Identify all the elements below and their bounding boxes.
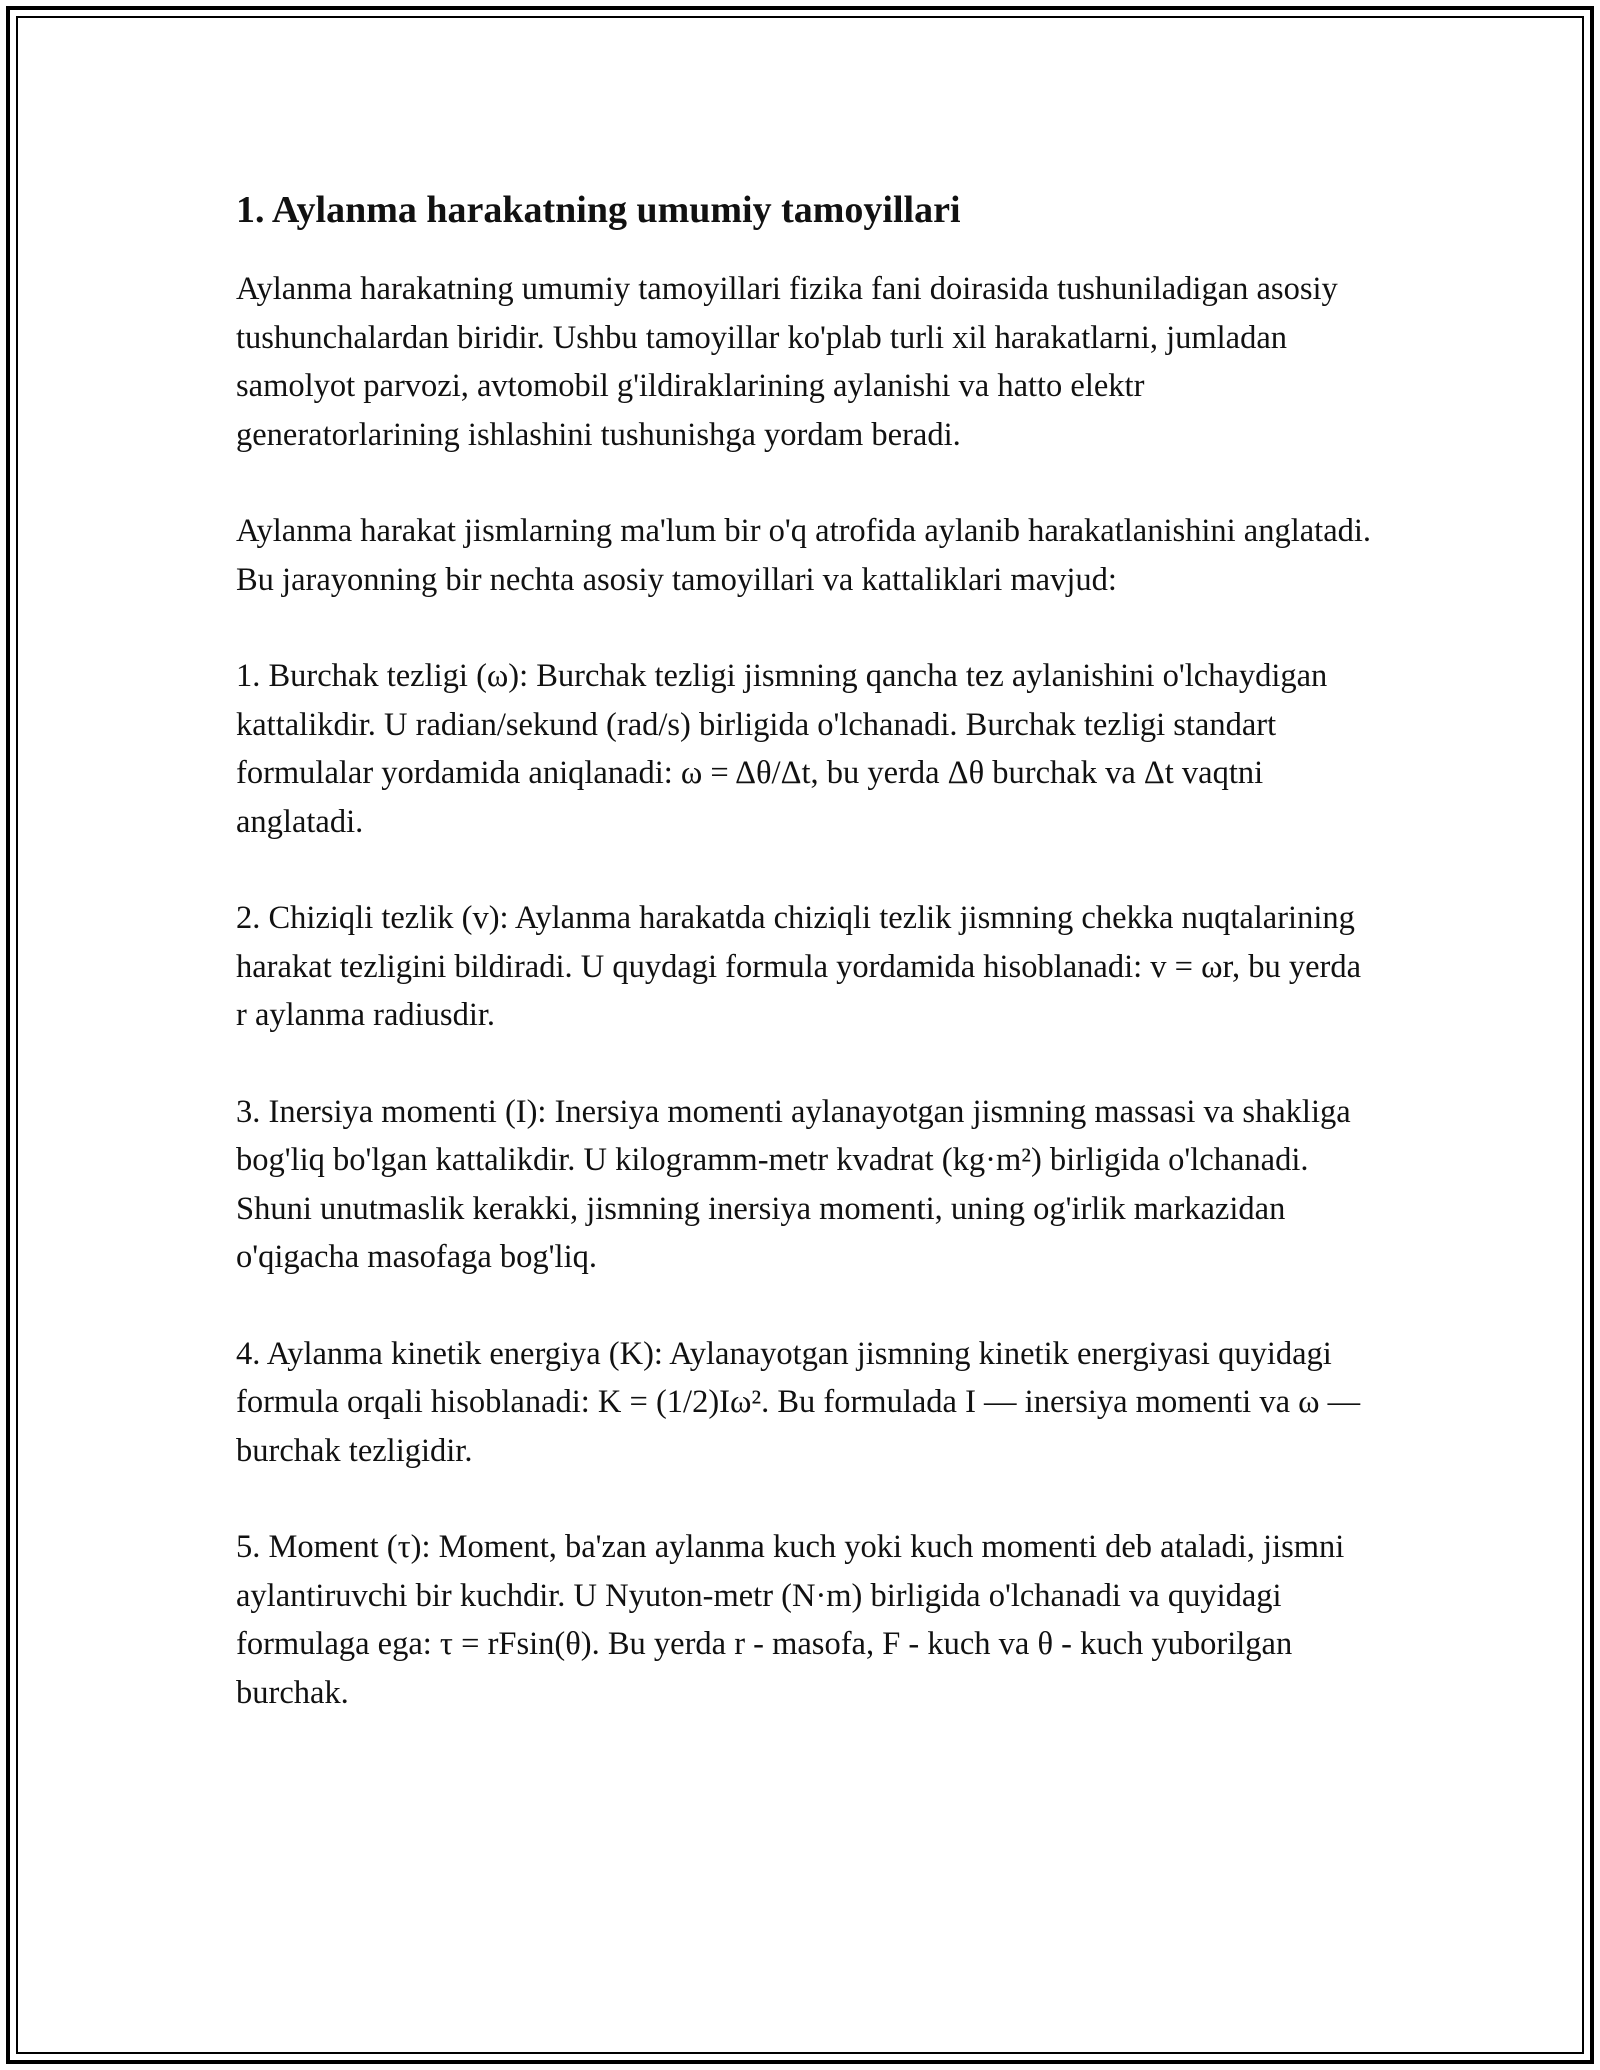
list-item-torque: 5. Moment (τ): Moment, ba'zan aylanma kuch yoki kuch momenti deb ataladi, jismni aylantiruvchi bir kuchdir. U Nyuton-metr (N·m) birligida o'lchanadi va quyidagi formulaga ega: τ = rFsin(θ). Bu yerda r - masofa, F - kuch va θ - kuch yuborilgan burchak. [236, 1529, 1345, 1711]
list-item-linear-velocity: 2. Chiziqli tezlik (v): Aylanma harakatda chiziqli tezlik jismning chekka nuqtalarining harakat tezligini bildiradi. U quydagi formula yordamida hisoblanadi: v = ωr, bu yerda r aylanma radiusdir. [236, 900, 1362, 1034]
list-item-kinetic-energy: 4. Aylanma kinetik energiya (K): Aylanayotgan jismning kinetik energiyasi quyidagi formula orqali hisoblanadi: K = (1/2)Iω². Bu formulada I — inersiya momenti va ω — burchak tezligidir. [236, 1335, 1361, 1469]
list-item-moment-of-inertia: 3. Inersiya momenti (I): Inersiya momenti aylanayotgan jismning massasi va shakliga bog'liq bo'lgan kattalikdir. U kilogramm-metr kvadrat (kg·m²) birligida o'lchanadi. Shuni unutmaslik kerakki, jismning inersiya momenti, uning og'irlik markazidan o'qigacha masofaga bog'liq. [236, 1093, 1351, 1276]
document-body [236, 186, 1376, 1765]
paragraph-definition: Aylanma harakat jismlarning ma'lum bir o'q atrofida aylanib harakatlanishini anglatadi. Bu jarayonning bir nechta asosiy tamoyillari va kattaliklari mavjud: [236, 513, 1372, 598]
paragraph-intro: Aylanma harakatning umumiy tamoyillari fizika fani doirasida tushuniladigan asosiy tushunchalardan biridir. Ushbu tamoyillar ko'plab turli xil harakatlarni, jumladan samolyot parvozi, avtomobil g'ildiraklarining aylanishi va hatto elektr generatorlarining ishlashini tushunishga yordam beradi. [236, 271, 1338, 453]
list-item-angular-velocity: 1. Burchak tezligi (ω): Burchak tezligi jismning qancha tez aylanishini o'lchaydigan kattalikdir. U radian/sekund (rad/s) birligida o'lchanadi. Burchak tezligi standart formulalar yordamida aniqlanadi: ω = Δθ/Δt, bu yerda Δθ burchak va Δt vaqtni anglatadi. [236, 658, 1328, 840]
section-heading: 1. Aylanma harakatning umumiy tamoyillari [236, 189, 961, 231]
